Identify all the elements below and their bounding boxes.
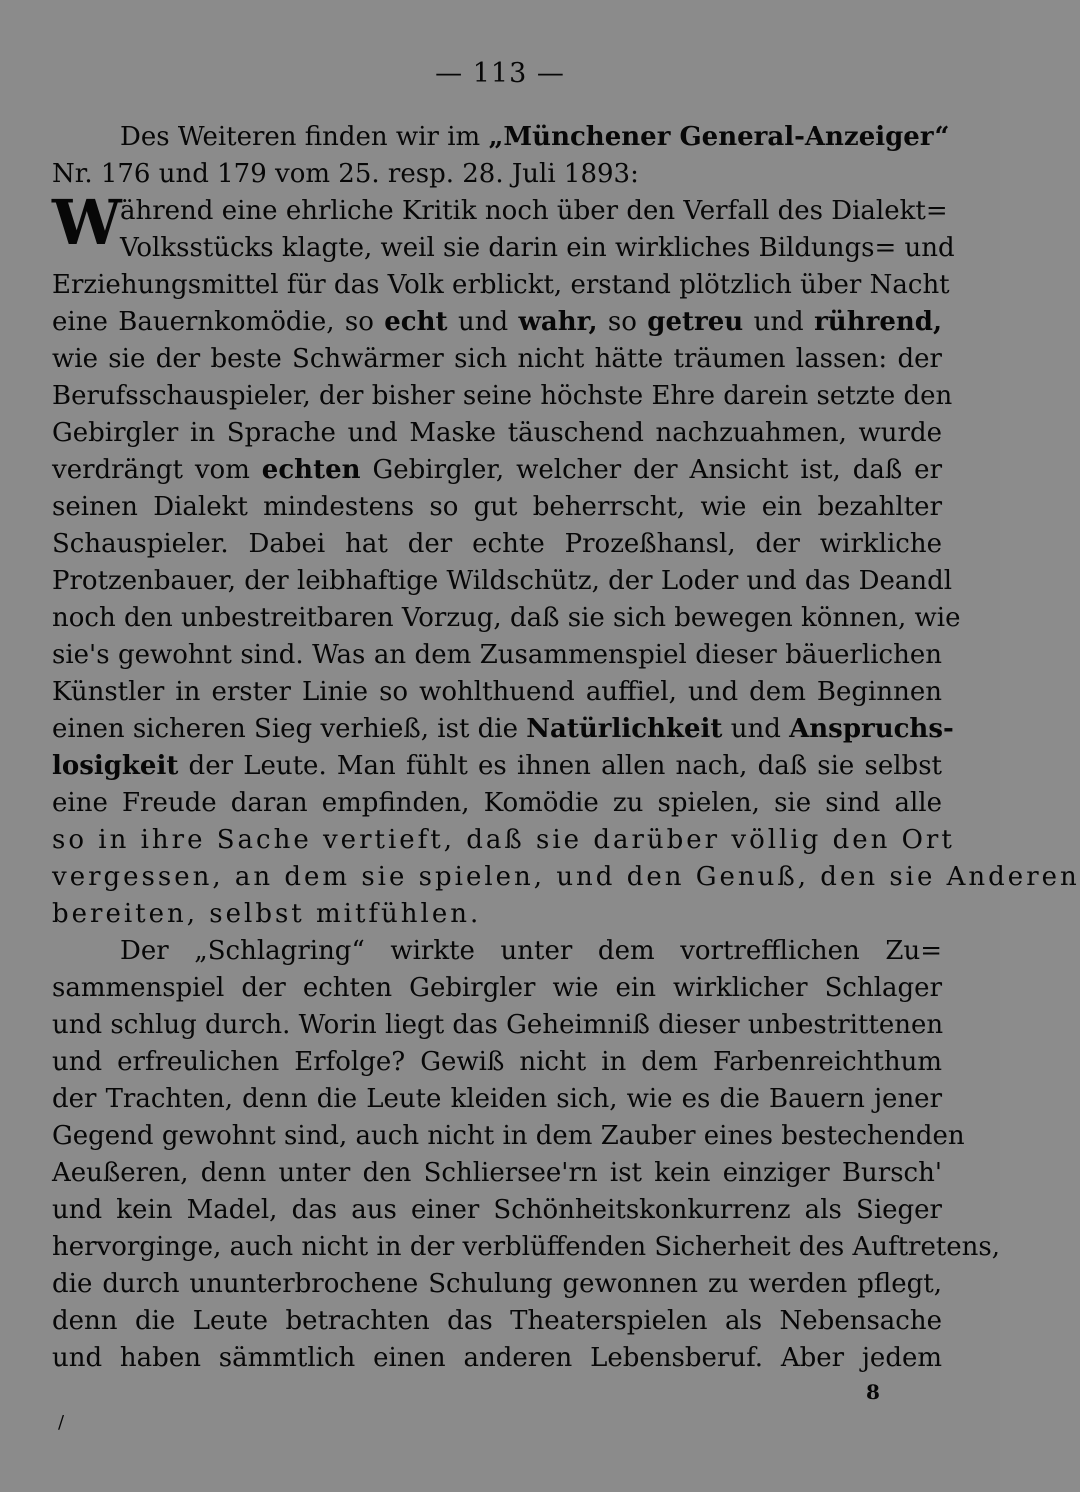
- text-segment: Gebirgler, welcher der Ansicht ist, daß er: [360, 455, 942, 485]
- text-line: [52, 341, 942, 378]
- text-line: [52, 859, 1080, 896]
- text-line: [52, 193, 948, 230]
- text-line: [52, 378, 953, 415]
- text-segment: Gegend gewohnt sind, auch nicht in dem Zauber eines bestechenden: [52, 1121, 965, 1151]
- text-line: [52, 1229, 1001, 1266]
- text-line: [52, 304, 942, 341]
- text-segment: Protzenbauer, der leibhaftige Wildschütz, der Loder und das Deandl: [52, 566, 953, 596]
- text-segment: die durch ununterbrochene Schulung gewonnen zu werden pflegt,: [52, 1269, 942, 1299]
- text-line: [52, 822, 955, 859]
- text-segment: und: [722, 714, 790, 744]
- text-segment: und schlug durch. Worin liegt das Geheimniß dieser unbestrittenen: [52, 1010, 944, 1040]
- text-line: [52, 1007, 942, 1044]
- text-segment: Gebirgler in Sprache und Maske täuschend nachzuahmen, wurde: [52, 418, 942, 448]
- text-segment: einen sicheren Sieg verhieß, ist die: [52, 714, 527, 744]
- text-segment: der Leute. Man fühlt es ihnen allen nach, daß sie selbst: [178, 751, 942, 781]
- text-segment: denn die Leute betrachten das Theaterspielen als Nebensache: [52, 1306, 942, 1336]
- text-line: [52, 970, 942, 1007]
- text-segment: wie sie der beste Schwärmer sich nicht hätte träumen lassen: der: [52, 344, 942, 374]
- text-segment: Berufsschauspieler, der bisher seine höchste Ehre darein setzte den: [52, 381, 953, 411]
- text-line: [52, 785, 942, 822]
- text-line: [52, 1266, 942, 1303]
- text-segment: und kein Madel, das aus einer Schönheitskonkurrenz als Sieger: [52, 1195, 942, 1225]
- emphasized-text: echt: [384, 307, 448, 337]
- text-segment: hervorginge, auch nicht in der verblüffenden Sicherheit des Auftretens,: [52, 1232, 1001, 1262]
- text-line: [52, 526, 942, 563]
- emphasized-text: echten: [261, 455, 361, 485]
- text-line: [52, 230, 955, 267]
- text-line: [52, 489, 942, 526]
- text-line: [52, 267, 950, 304]
- text-segment: Schauspieler. Dabei hat der echte Prozeßhansl, der wirkliche: [52, 529, 942, 559]
- text-segment: bereiten, selbst mitfühlen.: [52, 899, 482, 929]
- text-segment: Künstler in erster Linie so wohlthuend auffiel, und dem Beginnen: [52, 677, 942, 707]
- text-segment: und: [447, 307, 519, 337]
- stray-mark: /: [58, 1412, 65, 1433]
- text-line: [52, 748, 942, 785]
- text-line: [52, 600, 961, 637]
- text-line: [52, 674, 942, 711]
- text-segment: und haben sämmtlich einen anderen Lebensberuf. Aber jedem: [52, 1343, 942, 1373]
- body-text: [52, 119, 1080, 1377]
- emphasized-text: „Münchener General-Anzeiger“: [488, 122, 950, 152]
- text-segment: Der „Schlagring“ wirkte unter dem vortrefflichen Zu=: [120, 936, 942, 966]
- text-segment: Nr. 176 und 179 vom 25. resp. 28. Juli 1893:: [52, 159, 639, 189]
- text-segment: Des Weiteren finden wir im: [120, 122, 489, 152]
- text-segment: Volksstücks klagte, weil sie darin ein wirkliches Bildungs= und: [120, 233, 955, 263]
- text-line: [52, 1044, 942, 1081]
- text-line: [52, 119, 950, 156]
- emphasized-text: losigkeit: [52, 751, 179, 781]
- text-segment: der Trachten, denn die Leute kleiden sich, wie es die Bauern jener: [52, 1084, 942, 1114]
- text-segment: und: [743, 307, 815, 337]
- text-segment: Aeußeren, denn unter den Schliersee'rn ist kein einziger Bursch': [52, 1158, 942, 1188]
- text-line: [52, 711, 954, 748]
- text-line: [52, 1155, 942, 1192]
- drop-cap: W: [52, 186, 122, 259]
- text-line: [52, 1081, 942, 1118]
- text-line: [52, 1192, 942, 1229]
- text-segment: noch den unbestreitbaren Vorzug, daß sie sich bewegen können, wie: [52, 603, 961, 633]
- text-line: [52, 1118, 965, 1155]
- text-line: [52, 415, 942, 452]
- text-segment: sie's gewohnt sind. Was an dem Zusammenspiel dieser bäuerlichen: [52, 640, 942, 670]
- emphasized-text: Natürlichkeit: [526, 714, 723, 744]
- emphasized-text: Anspruchs-: [789, 714, 954, 744]
- text-segment: und erfreulichen Erfolge? Gewiß nicht in dem Farbenreichthum: [52, 1047, 942, 1077]
- text-line: [52, 452, 942, 489]
- emphasized-text: wahr,: [518, 307, 598, 337]
- text-line: [52, 637, 942, 674]
- text-line: [52, 156, 942, 193]
- text-line: [52, 933, 942, 970]
- text-line: [52, 1303, 942, 1340]
- text-line: [52, 896, 942, 933]
- text-segment: sammenspiel der echten Gebirgler wie ein wirklicher Schlager: [52, 973, 942, 1003]
- text-line: [52, 563, 953, 600]
- text-segment: verdrängt vom: [52, 455, 262, 485]
- text-segment: ährend eine ehrliche Kritik noch über den Verfall des Dialekt=: [120, 196, 948, 226]
- text-segment: seinen Dialekt mindestens so gut beherrscht, wie ein bezahlter: [52, 492, 942, 522]
- text-segment: eine Bauernkomödie, so: [52, 307, 385, 337]
- text-segment: so: [597, 307, 648, 337]
- text-segment: Erziehungsmittel für das Volk erblickt, erstand plötzlich über Nacht: [52, 270, 950, 300]
- text-segment: vergessen, an dem sie spielen, und den Genuß, den sie Anderen: [52, 862, 1080, 892]
- emphasized-text: getreu: [647, 307, 744, 337]
- signature-mark: 8: [866, 1380, 880, 1404]
- text-segment: so in ihre Sache vertieft, daß sie darüber völlig den Ort: [52, 825, 955, 855]
- emphasized-text: rührend,: [814, 307, 942, 337]
- page-number: — 113 —: [435, 58, 565, 89]
- text-segment: eine Freude daran empfinden, Komödie zu spielen, sie sind alle: [52, 788, 942, 818]
- text-line: [52, 1340, 942, 1377]
